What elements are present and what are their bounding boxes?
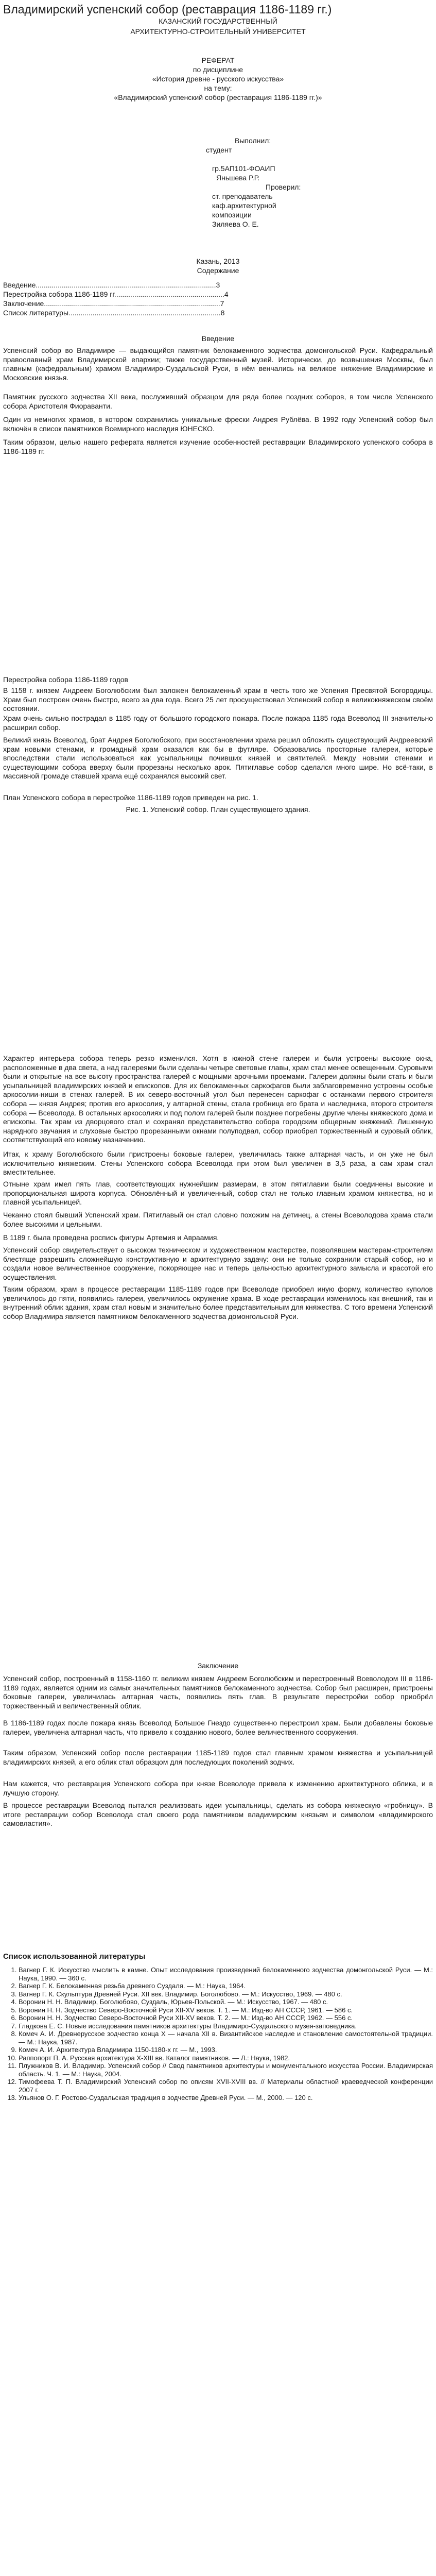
reference-item: 8. Комеч А. И. Древнерусское зодчество конца X — начала XII в. Византийское наследие и становление самостоятельной традиции. — М.: Наука, 1987.	[19, 2030, 433, 2046]
rebuild-paragraph-8: Чеканно стоял бывший Успенский храм. Пятиглавый он стал словно похожим на детинец, а стены Всеволодова храма стали более высокими и цельными.	[3, 1211, 433, 1228]
conclusion-paragraph-3: Таким образом, Успенский собор после реставрации 1185-1189 годов стал главным храмом княжества и усыпальницей владимирских князей, а его облик стал образцом для последующих поколений зодчих.	[3, 1749, 433, 1766]
rebuild-paragraph-5: Характер интерьера собора теперь резко изменился. Хотя в южной стене галереи и были устроены высокие окна, расположенные в два света, а над галереями были сделаны четыре световые главы, храм стал менее освещенным. Суровыми были и открытые на все высоту пространства галерей с мощными арочными проемами. Галереи должны были стать и были усыпальницей владимирских князей и епископов. Для их белокаменных саркофагов были заблаговременно устроены особые аркосолии-ниши в стенах галерей. В их северо-восточный угол был перенесен саркофаг с останками первого строителя собора — князя Андрея; против его аркосолия, у алтарной стены, стала гробница его брата и наследника, второго строителя собора — Всеволода. В остальных аркосолиях и под полом галерей были позднее погребены другие члены княжеского дома и епископы. Так храм из дворцового стал и сохранял представительство собора городским общерным княжений. Лишенную нарядного звучания и слуховые быстро прорезанными окнами полуподвал, собор приобрел торжественный и суровый облик, соответствующий его новому назначению.	[3, 1054, 433, 1144]
reference-item: 11. Плужников В. И. Владимир. Успенский собор // Свод памятников архитектуры и монументального искусства России. Владимирская область. Ч. 1. — М.: Наука, 2004.	[19, 2062, 433, 2078]
student-name: Яньшева Р.Р.	[216, 174, 260, 182]
reference-item: 7. Гладкова Е. С. Новые исследования памятников архитектуры Владимиро-Суздальского музея-заповедника.	[19, 2022, 433, 2030]
conclusion-paragraph-4: Нам кажется, что реставрация Успенского собора при князе Всеволоде привела к изменению архитектурного облика, и в лучшую сторону.	[3, 1780, 433, 1797]
rebuild-paragraph-9: В 1189 г. была проведена роспись фигуры Артемия и Авраамия.	[3, 1233, 219, 1242]
org-line-2: АРХИТЕКТУРНО-СТРОИТЕЛЬНЫЙ УНИВЕРСИТЕТ	[130, 27, 306, 36]
teacher-position-2: каф.архитектурной	[212, 201, 276, 210]
rebuild-paragraph-3: Великий князь Всеволод, брат Андрея Боголюбского, при восстановлении храма решил обложить существующий Андреевский храм новыми стенами, и громадный храм оказался как бы в футляре. Образовались просторные галереи, которые впоследствии стали использоваться как усыпальницы почивших князей и святителей. Между новыми стенами и существующими собора вверху были прорезаны несколько арок. Пятиглавье собор сделался много шире. Но всё-таки, в массивной громаде ставшей храма ещё сохранялся высокий свет.	[3, 736, 433, 781]
reference-item: 2. Вагнер Г. К. Белокаменная резьба древнего Суздаля. — М.: Наука, 1964.	[19, 1982, 433, 1990]
reference-item: 9. Комеч А. И. Архитектура Владимира 1150-1180-х гг. — М., 1993.	[19, 2046, 433, 2054]
reference-item: 12. Тимофеева Т. П. Владимирский Успенский собор по описям XVII-XVIII вв. // Материалы областной краеведческой конференции 2007 г.	[19, 2078, 433, 2094]
rebuild-paragraph-10: Успенский собор свидетельствует о высоком техническом и художественном мастерстве, позволявшем мастерам-строителям блестяще разрешить сложнейшую конструктивную и архитектурную задачу: они не только сохранили старый собор, но и создали новое величественное сооружение, покоряющее нас и теперь цельностью архитектурного замысла и красотой его осуществления.	[3, 1246, 433, 1281]
toc-item-introduction[interactable]: Введение..........................................................................................3	[3, 281, 220, 289]
reference-item: 5. Воронин Н. Н. Зодчество Северо-Восточной Руси XII-XV веков. Т. 1. — М.: Изд-во АН СССР, 1961. — 586 с.	[19, 2006, 433, 2014]
work-type: РЕФЕРАТ	[201, 56, 235, 64]
rebuild-paragraph-1: В 1158 г. князем Андреем Боголюбским был заложен белокаменный храм в честь того же Успения Пресвятой Богородицы. Храм был построен очень быстро, всего за два года. Всего 25 лет просуществовал Успенский собор в великокняжеском своём состоянии.	[3, 686, 433, 713]
conclusion-paragraph-2: В 1186-1189 годах после пожара князь Всеволод Большое Гнездо существенно перестроил храм. Были добавлены боковые галереи, увеличена алтарная часть, что привело к созданию нового, более величественного сооружения.	[3, 1719, 433, 1736]
performed-label: Выполнил:	[235, 137, 271, 145]
toc-item-rebuild[interactable]: Перестройка собора 1186-1189 гг.......................................................4	[3, 290, 229, 298]
teacher-name: Зиляева О. Е.	[212, 220, 259, 228]
student-group: гр.5АП101-ФОАИП	[212, 164, 275, 173]
topic-prefix: на тему:	[204, 84, 232, 92]
references-list	[3, 1966, 433, 2102]
reference-item: 4. Воронин Н. Н. Владимир, Боголюбово, Суздаль, Юрьев-Польской. — М.: Искусство, 1967. — 480 с.	[19, 1998, 433, 2006]
intro-paragraph-4: Таким образом, целью нашего реферата является изучение особенностей реставрации Владимирского успенского собора в 1186-1189 гг.	[3, 438, 433, 455]
student-label: студент	[206, 146, 232, 154]
document-title: Владимирский успенский собор (реставрация 1186-1189 гг.)	[3, 3, 332, 16]
intro-paragraph-3: Один из немногих храмов, в котором сохранились уникальные фрески Андрея Рублёва. В 1992 году Успенский собор был включён в список памятников Всемирного наследия ЮНЕСКО.	[3, 415, 433, 433]
conclusion-heading: Заключение	[197, 1662, 239, 1670]
discipline-prefix: по дисциплине	[193, 65, 243, 74]
toc-item-references[interactable]: Список литературы............................................................................8	[3, 309, 225, 317]
references-heading: Список использованной литературы	[3, 1952, 146, 1961]
reference-item: 1. Вагнер Г. К. Искусство мыслить в камне. Опыт исследования произведений белокаменного зодчества домонгольской Руси. — М.: Наука, 1990. — 360 с.	[19, 1966, 433, 1982]
intro-paragraph-2: Памятник русского зодчества XII века, послуживший образцом для ряда более поздних соборов, в том числе Успенского собора Аристотеля Фиораванти.	[3, 393, 433, 410]
reference-item: 13. Ульянов О. Г. Ростово-Суздальская традиция в зодчестве Древней Руси. — М., 2000. — 120 с.	[19, 2094, 433, 2102]
rebuild-paragraph-4: План Успенского собора в перестройке 1186-1189 годов приведен на рис. 1.	[3, 793, 258, 802]
reference-item: 3. Вагнер Г. К. Скульптура Древней Руси. XII век. Владимир. Боголюбово. — М.: Искусство, 1969. — 480 с.	[19, 1990, 433, 1998]
conclusion-paragraph-1: Успенский собор, построенный в 1158-1160 гг. великим князем Андреем Боголюбским и перестроенный Всеволодом III в 1186-1189 годах, является одним из самых значительных памятников белокаменного зодчества. Собор был расширен, пристроены боковые галереи, увеличилась алтарная часть, появились пять глав. В результате перестройки собор приобрёл торжественный и величественный облик.	[3, 1674, 433, 1710]
teacher-position-3: композиции	[212, 211, 252, 219]
reference-item: 6. Воронин Н. Н. Зодчество Северо-Восточной Руси XII-XV веков. Т. 2. — М.: Изд-во АН СССР, 1962. — 556 с.	[19, 2014, 433, 2022]
rebuild-heading: Перестройка собора 1186-1189 годов	[3, 675, 128, 684]
discipline: «История древне - русского искусства»	[152, 75, 284, 83]
intro-paragraph-1: Успенский собор во Владимире — выдающийся памятник белокаменного зодчества домонгольской Руси. Кафедральный православный храм Владимирской епархии; также государственный музей. Исторически, до возвышения Москвы, был главным (кафедральным) храмом Владимиро-Суздальской Руси, в нём венчались на великое княжение Владимирские и Московские князья.	[3, 346, 433, 382]
city-year: Казань, 2013	[196, 257, 240, 265]
contents-label: Содержание	[197, 266, 239, 275]
reference-item: 10. Раппопорт П. А. Русская архитектура X-XIII вв. Каталог памятников. — Л.: Наука, 1982.	[19, 2054, 433, 2062]
teacher-position-1: ст. преподаватель	[212, 192, 273, 200]
rebuild-paragraph-6: Итак, к храму Боголюбского были пристроены боковые галереи, увеличилась также алтарная часть, и он уже не был исключительно княжеским. Стены Успенского собора Всеволода при этом был увеличен в 3,5 раза, а сам храм стал вместительнее.	[3, 1150, 433, 1177]
checked-label: Проверил:	[266, 183, 301, 191]
rebuild-paragraph-11: Таким образом, храм в процессе реставрации 1185-1189 годов при Всеволоде приобрел иную форму, количество куполов увеличилось до пяти, появились галереи, увеличилось окружение храма. В ходе реставрации изменилось как внешний, так и внутренний облик здания, храм стал новым и значительно более представительным для княжества. С того времени Успенский собор Владимира является памятником белокаменного зодчества домонгольской Руси.	[3, 1285, 433, 1320]
org-line-1: КАЗАНСКИЙ ГОСУДАРСТВЕННЫЙ	[159, 17, 277, 25]
introduction-heading: Введение	[201, 334, 235, 343]
toc-item-conclusion[interactable]: Заключение........................................................................................7	[3, 299, 224, 308]
rebuild-paragraph-7: Отныне храм имел пять глав, соответствующих нужнейшим размерам, в этом пятиглавии были соединены высокие и пропорциональная широта корпуса. Обновлённый и увеличенный, собор стал не только главным храмом княжества, но и главной усыпальницей.	[3, 1180, 433, 1207]
figure-caption: Рис. 1. Успенский собор. План существующего здания.	[126, 805, 310, 814]
rebuild-paragraph-2: Храм очень сильно пострадал в 1185 году от большого городского пожара. После пожара 1185 года Всеволод III значительно расширил собор.	[3, 714, 433, 732]
conclusion-paragraph-5: В процессе реставрации Всеволод пытался реализовать идеи усыпальницы, сделать из собора княжескую «гробницу». В итоге реставрации собор Всеволода стал своего рода памятником владимирским князьям и символом «владимирского самовластия».	[3, 1801, 433, 1828]
topic: «Владимирский успенский собор (реставрация 1186-1189 гг.)»	[114, 93, 322, 101]
